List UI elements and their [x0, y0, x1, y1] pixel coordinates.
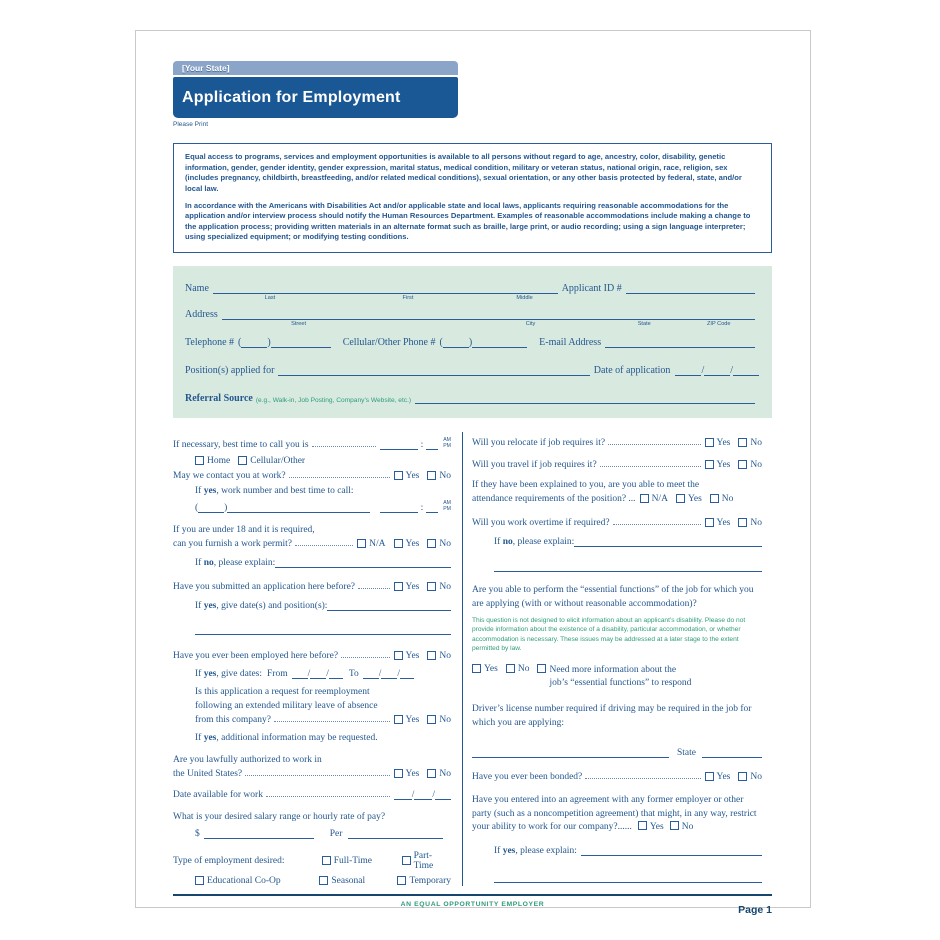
no-explain-field[interactable]	[275, 557, 451, 568]
submitted-yes-checkbox[interactable]	[394, 582, 403, 591]
state-tab-label: [Your State]	[182, 63, 230, 73]
lawful-no-checkbox[interactable]	[427, 769, 436, 778]
essential-yes-checkbox[interactable]	[472, 664, 481, 673]
available-day-field[interactable]	[414, 789, 432, 800]
question-work-permit-line2: can you furnish a work permit? N/A Yes No	[173, 538, 451, 549]
employment-type-row2	[173, 876, 451, 886]
essential-functions-note: This question is not designed to elicit information about an applicant’s disability. Please do not provide information about the existence of a disability, particular accommodation, or whether accommodation is necessary. These issues may be addressed at a later stage to the extent permitted by law.	[472, 616, 746, 653]
lawful-yes-checkbox[interactable]	[394, 769, 403, 778]
applicant-info-section	[173, 266, 772, 418]
question-lawful-line2: the United States? Yes No	[173, 768, 451, 779]
sublabel-state: State	[637, 321, 651, 327]
travel-label: Will you travel if job requires it?	[472, 460, 597, 470]
to-year-field[interactable]	[400, 668, 414, 679]
license-number-field[interactable]	[472, 747, 669, 758]
eeo-paragraph-1: Equal access to programs, services and employment opportunities is available to all persons without regard to age, ancestry, color, disability, genetic information, gender, gender identity, gender expression, marital status, medical condition, military or veteran status, national origin, race, religion, sex (includes pregnancy, childbirth, breastfeeding, and/or related medical conditions), sexual orientation, or any other basis protected by federal, state, and/or local law.	[185, 152, 742, 193]
dollar-sign-label: $	[195, 828, 200, 839]
educational-coop-label: Educational Co-Op	[207, 875, 281, 886]
dotted-leader	[608, 444, 700, 445]
cellular-area-field[interactable]	[443, 337, 469, 348]
sublabel-middle: Middle	[516, 295, 533, 301]
military-no-checkbox[interactable]	[427, 715, 436, 724]
cellular-other-label: Cellular/Other	[250, 455, 306, 466]
question-military-line3: from this company? Yes No	[195, 714, 451, 725]
contact-work-yes-checkbox[interactable]	[394, 471, 403, 480]
referral-source-label: Referral Source	[185, 393, 253, 404]
referral-source-hint: (e.g., Walk-in, Job Posting, Company’s Website, etc.)	[255, 397, 412, 404]
temporary-checkbox[interactable]	[397, 876, 406, 885]
military-label: from this company?	[195, 714, 271, 725]
dotted-leader	[274, 721, 390, 722]
noncompete-explain-field[interactable]	[581, 845, 762, 856]
license-state-field[interactable]	[702, 747, 762, 758]
question-best-time	[173, 438, 451, 450]
overtime-explain-field[interactable]	[574, 536, 762, 547]
salary-amount-field[interactable]	[204, 828, 314, 839]
contact-at-work-label: May we contact you at work?	[173, 470, 286, 481]
cellular-other-checkbox[interactable]	[238, 456, 247, 465]
work-time-field[interactable]	[380, 502, 418, 513]
if-yes-work-number-label: If yes, work number and best time to call:	[195, 485, 354, 496]
applicant-id-field[interactable]	[626, 282, 755, 294]
if-yes-dates-positions-row: If yes, give date(s) and position(s):	[195, 600, 451, 611]
work-permit-no-checkbox[interactable]	[427, 539, 436, 548]
overtime-label: Will you work overtime if required?	[472, 518, 610, 528]
sublabel-first: First	[402, 295, 414, 301]
dotted-leader	[341, 657, 389, 658]
travel-yes-checkbox[interactable]	[705, 460, 714, 469]
need-info-label-line1: Need more information about the	[549, 664, 677, 675]
questions-section	[173, 432, 772, 886]
submitted-before-label: Have you submitted an application here before?	[173, 581, 356, 592]
email-label: E-mail Address	[539, 337, 602, 348]
telephone-close-paren: )	[267, 337, 271, 348]
equal-opportunity-text: AN EQUAL OPPORTUNITY EMPLOYER	[400, 900, 545, 908]
seasonal-checkbox[interactable]	[319, 876, 328, 885]
right-column	[462, 432, 762, 886]
relocate-yes-checkbox[interactable]	[705, 438, 714, 447]
home-checkbox[interactable]	[195, 456, 204, 465]
best-time-label: If necessary, best time to call you is	[173, 439, 309, 450]
question-bonded: Have you ever been bonded? Yes No	[472, 771, 762, 782]
work-number-field[interactable]	[227, 502, 369, 513]
work-permit-yes-checkbox[interactable]	[394, 539, 403, 548]
work-permit-label: can you furnish a work permit?	[173, 538, 292, 549]
question-attendance-line2: attendance requirements of the position? ... N/A Yes No	[472, 494, 734, 504]
to-label: To	[348, 668, 359, 679]
attendance-no-checkbox[interactable]	[710, 494, 719, 503]
question-work-permit-line1: If you are under 18 and it is required,	[173, 524, 315, 535]
eeo-paragraph-2: In accordance with the Americans with Disabilities Act and/or applicable state and local laws, applicants requiring reasonable accommodations for the application and/or interview process should notify the Human Resources Department. Examples of reasonable accommodations include making a change to the application process; providing written materials in an alternate format such as braille, large print, or audio recording; using a sign language interpreter; using specialized equipment; or modifying testing conditions.	[185, 200, 751, 242]
time-colon: :	[420, 439, 424, 450]
question-overtime: Will you work overtime if required? Yes No	[472, 518, 762, 528]
position-row	[185, 364, 759, 376]
question-attendance-line1: If they have been explained to you, are you able to meet the	[472, 480, 700, 490]
salary-period-field[interactable]	[348, 828, 443, 839]
page-title-text: Application for Employment	[182, 89, 401, 106]
work-permit-na-checkbox[interactable]	[357, 539, 366, 548]
application-form-page	[135, 30, 811, 916]
overtime-if-no-explain-row: If no, please explain:	[494, 536, 762, 547]
address-field[interactable]	[222, 308, 755, 327]
dates-positions-field[interactable]	[327, 600, 451, 611]
available-month-field[interactable]	[394, 789, 412, 800]
employment-type-label: Type of employment desired:	[173, 855, 285, 866]
essential-no-checkbox[interactable]	[506, 664, 515, 673]
to-month-field[interactable]	[363, 668, 379, 679]
dotted-leader	[295, 545, 353, 546]
address-row	[185, 308, 759, 327]
work-open-paren: (	[195, 502, 199, 513]
email-field[interactable]	[605, 336, 755, 348]
question-lawful-line1: Are you lawfully authorized to work in	[173, 754, 322, 765]
relocate-no-checkbox[interactable]	[738, 438, 747, 447]
please-print-note: Please Print	[173, 121, 209, 128]
available-year-field[interactable]	[435, 789, 451, 800]
noncompete-explain-continuation	[494, 872, 762, 883]
sublabel-city: City	[525, 321, 536, 327]
dotted-leader	[289, 477, 390, 478]
overtime-explain-field-2[interactable]	[494, 561, 762, 572]
sublabel-zip: ZIP Code	[707, 321, 731, 327]
phone-type-checkboxes	[195, 456, 451, 466]
relocate-label: Will you relocate if job requires it?	[472, 438, 606, 448]
date-of-application-label: Date of application	[593, 365, 671, 376]
dotted-leader	[613, 524, 701, 525]
cellular-label: Cellular/Other Phone #	[342, 337, 436, 348]
cellular-close-paren: )	[468, 337, 473, 348]
application-date-month-field[interactable]	[675, 365, 701, 376]
employed-no-checkbox[interactable]	[427, 651, 436, 660]
full-time-label: Full-Time	[333, 855, 372, 866]
noncompete-explain-field-2[interactable]	[494, 872, 762, 883]
bonded-no-checkbox[interactable]	[738, 772, 747, 781]
essential-need-info-checkbox[interactable]	[537, 664, 546, 673]
lawful-label: the United States?	[173, 768, 243, 779]
temporary-label: Temporary	[409, 875, 451, 886]
bonded-label: Have you ever been bonded?	[472, 771, 583, 782]
attendance-yes-checkbox[interactable]	[676, 494, 685, 503]
dotted-leader	[266, 796, 390, 797]
sublabel-last: Last	[264, 295, 276, 301]
name-sublabels	[213, 294, 558, 302]
referral-source-field[interactable]	[415, 392, 755, 404]
overtime-explain-continuation	[494, 561, 762, 572]
sublabel-street: Street	[291, 321, 307, 327]
from-month-field[interactable]	[292, 668, 308, 679]
need-info-label-line2: job’s “essential functions” to respond	[549, 678, 692, 689]
work-area-field[interactable]	[198, 502, 224, 513]
date-slash-1: /	[701, 365, 705, 376]
date-slash-2: /	[730, 365, 733, 376]
page-title	[173, 77, 458, 118]
from-label: From	[267, 668, 288, 679]
page-footer	[173, 894, 772, 916]
license-state-row	[472, 747, 762, 758]
question-salary: What is your desired salary range or hourly rate of pay?	[173, 811, 386, 822]
question-military-line1: Is this application a request for reemployment	[195, 686, 370, 697]
question-date-available: Date available for work / /	[173, 789, 451, 800]
left-column	[173, 432, 462, 886]
employed-yes-checkbox[interactable]	[394, 651, 403, 660]
part-time-label: Part-Time	[413, 850, 434, 871]
referral-row	[185, 392, 759, 404]
question-submitted-before: Have you submitted an application here before? Yes No	[173, 581, 451, 592]
telephone-area-field[interactable]	[241, 337, 267, 348]
cellular-field[interactable]	[472, 337, 527, 348]
time-colon: :	[420, 502, 424, 513]
phone-row	[185, 336, 759, 348]
position-field[interactable]	[278, 364, 589, 376]
name-row	[185, 282, 759, 301]
per-label: Per	[329, 828, 343, 839]
overtime-yes-checkbox[interactable]	[705, 518, 714, 527]
overtime-no-checkbox[interactable]	[738, 518, 747, 527]
dotted-leader	[245, 775, 389, 776]
telephone-label: Telephone #	[185, 337, 235, 348]
am-pm-label: AM PM	[443, 437, 451, 449]
position-label: Position(s) applied for	[185, 365, 275, 376]
question-travel: Will you travel if job requires it? Yes No	[472, 460, 762, 470]
question-military-line2: following an extended military leave of absence	[195, 700, 378, 711]
employment-dates-row: If yes, give dates: From / / To / /	[195, 668, 451, 679]
to-day-field[interactable]	[381, 668, 397, 679]
license-state-label: State	[677, 747, 696, 758]
travel-no-checkbox[interactable]	[738, 460, 747, 469]
work-time-min-field[interactable]	[426, 502, 438, 513]
noncompete-no-checkbox[interactable]	[670, 821, 679, 830]
applicant-id-label: Applicant ID #	[561, 283, 622, 294]
seasonal-label: Seasonal	[331, 875, 366, 886]
employment-type-row1	[173, 851, 451, 871]
dates-positions-field-2[interactable]	[195, 624, 451, 635]
part-time-checkbox[interactable]	[402, 856, 411, 865]
full-time-checkbox[interactable]	[322, 856, 331, 865]
eeo-notice-box	[173, 143, 772, 253]
dotted-leader	[358, 588, 390, 589]
submitted-no-checkbox[interactable]	[427, 582, 436, 591]
attendance-label: attendance requirements of the position? ...	[472, 494, 636, 504]
question-contact-at-work: May we contact you at work? Yes No	[173, 470, 451, 481]
employed-before-label: Have you ever been employed here before?	[173, 650, 339, 661]
date-available-label: Date available for work	[173, 789, 263, 800]
best-time-min-field[interactable]	[426, 439, 438, 450]
state-tab	[173, 61, 458, 75]
attendance-na-checkbox[interactable]	[640, 494, 649, 503]
educational-coop-checkbox[interactable]	[195, 876, 204, 885]
noncompete-if-yes-explain-row: If yes, please explain:	[494, 845, 762, 856]
work-number-row	[195, 501, 451, 513]
bonded-yes-checkbox[interactable]	[705, 772, 714, 781]
military-yes-checkbox[interactable]	[394, 715, 403, 724]
am-pm-label: AM PM	[443, 499, 451, 512]
question-employed-before: Have you ever been employed here before? Yes No	[173, 650, 451, 661]
application-date-year-field[interactable]	[733, 365, 759, 376]
if-yes-additional-note: If yes, additional information may be requested.	[195, 732, 378, 743]
from-day-field[interactable]	[310, 668, 326, 679]
noncompete-label: Have you entered into an agreement with any former employer or other party (such as a noncompetition agreement) that might, in any way, restrict your ability to work for our company?......	[472, 794, 757, 833]
question-drivers-license: Driver’s license number required if driving may be required in the job for which you are applying:	[472, 704, 752, 729]
dates-positions-continuation	[195, 624, 451, 635]
telephone-field[interactable]	[271, 337, 331, 348]
page-number: Page 1	[738, 903, 772, 916]
from-year-field[interactable]	[329, 668, 343, 679]
address-sublabels	[222, 320, 755, 328]
question-essential-functions: Are you able to perform the “essential functions” of the job for which you are applying (with or without reasonable accommodation)?	[472, 585, 754, 609]
best-time-field[interactable]	[380, 439, 418, 450]
telephone-open-paren: (	[238, 337, 242, 348]
noncompete-yes-checkbox[interactable]	[638, 821, 647, 830]
if-no-explain-row: If no, please explain:	[195, 557, 451, 568]
salary-row	[195, 828, 451, 839]
contact-work-no-checkbox[interactable]	[427, 471, 436, 480]
question-noncompete: Have you entered into an agreement with any former employer or other party (such as a noncompetition agreement) that might, in any way, restrict your ability to work for our company?...... Yes No	[472, 794, 757, 833]
work-close-paren: )	[224, 502, 228, 513]
question-relocate: Will you relocate if job requires it? Yes No	[472, 438, 762, 448]
home-label: Home	[207, 455, 231, 466]
dotted-leader	[585, 778, 700, 779]
dotted-leader	[312, 446, 376, 447]
essential-functions-answers: Yes No Need more information about the job’s “essential functions” to respond	[472, 664, 762, 691]
name-label: Name	[185, 283, 209, 294]
address-label: Address	[185, 309, 218, 320]
cellular-open-paren: (	[439, 337, 443, 348]
application-date-day-field[interactable]	[704, 365, 730, 376]
dotted-leader	[600, 466, 701, 467]
name-field[interactable]	[213, 282, 558, 301]
